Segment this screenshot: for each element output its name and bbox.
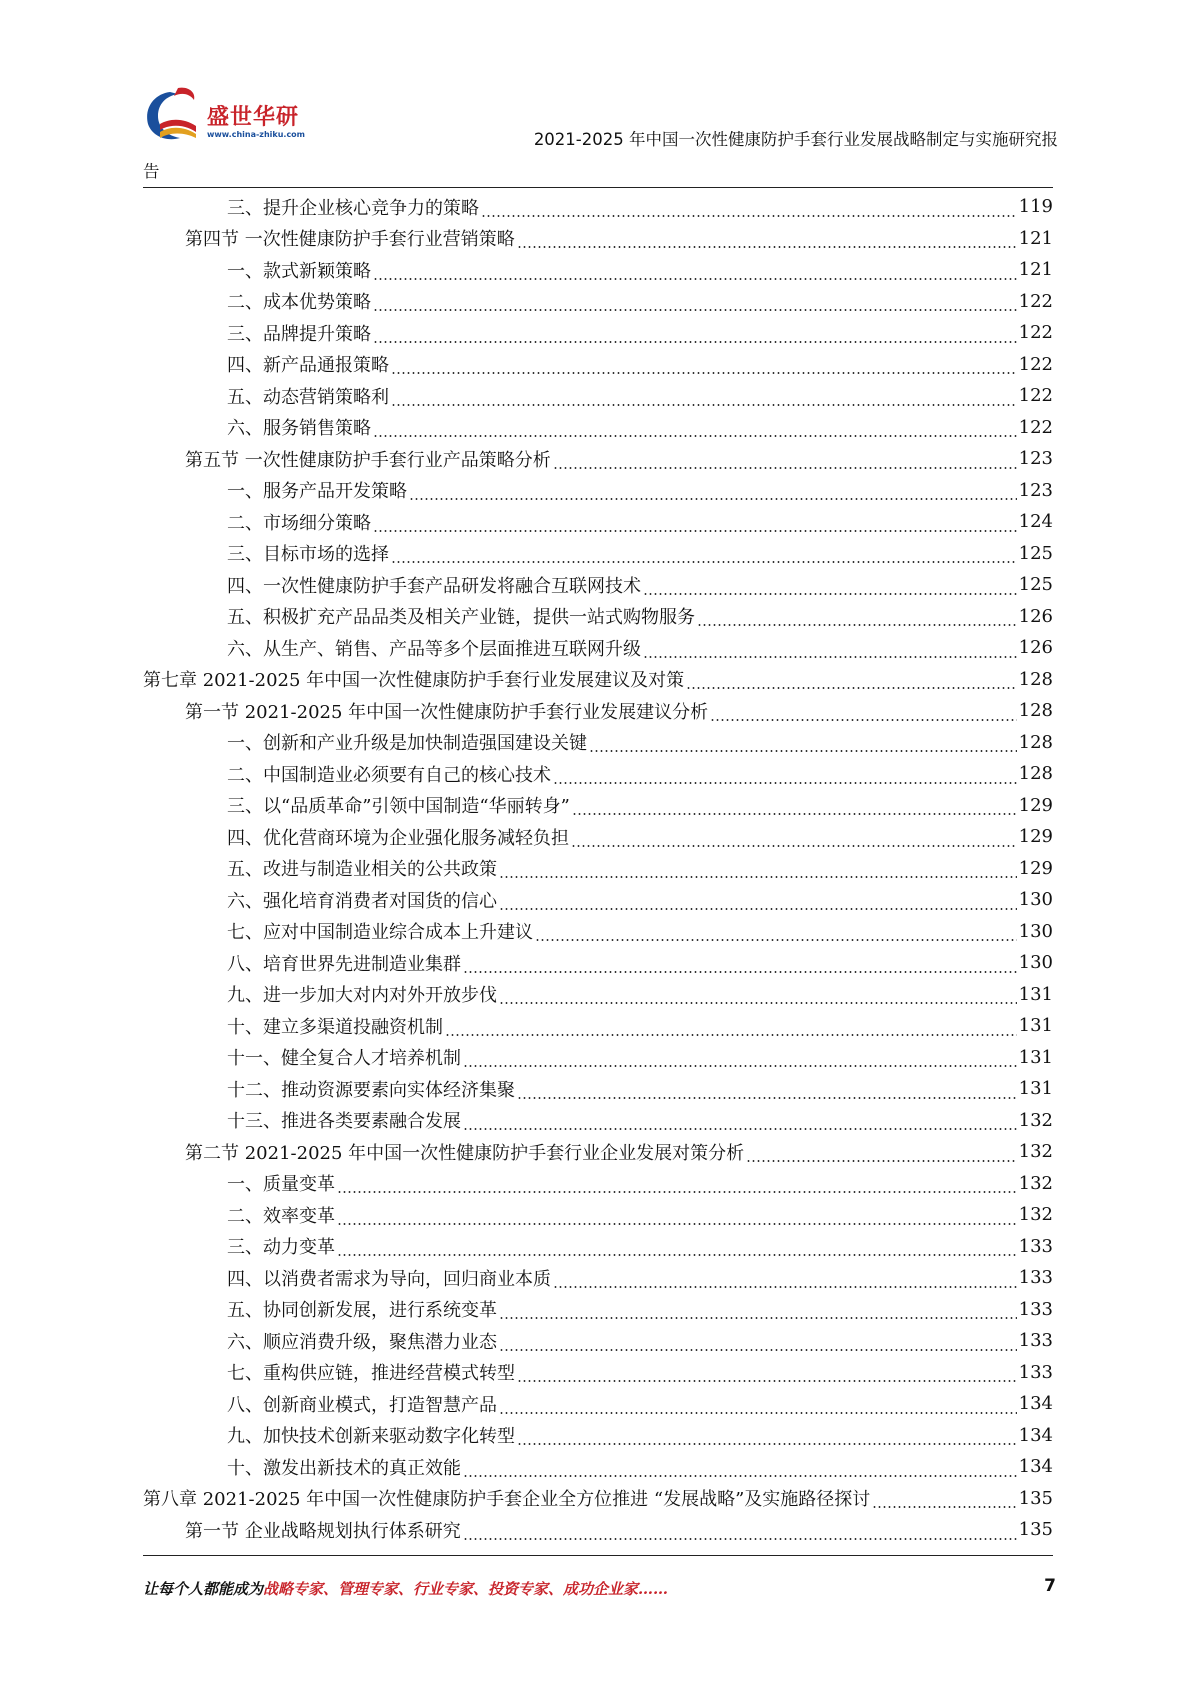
toc-entry-title: 三、品牌提升策略	[227, 323, 371, 345]
toc-entry-title: 三、目标市场的选择	[227, 544, 389, 566]
toc-entry-page: 130	[1018, 952, 1053, 974]
toc-entry[interactable]	[143, 412, 1053, 444]
toc-entry-title: 第一节 2021-2025 年中国一次性健康防护手套行业发展建议分析	[185, 701, 709, 723]
toc-entry-title: 三、动力变革	[227, 1237, 335, 1259]
toc-entry-page: 131	[1018, 1015, 1053, 1037]
footer-slogan-prefix: 让每个人都能成为	[143, 1580, 264, 1598]
toc-dot-leader	[710, 704, 1017, 722]
toc-entry[interactable]	[143, 1231, 1053, 1263]
toc-dot-leader	[499, 1397, 1017, 1415]
toc-dot-leader	[697, 609, 1017, 627]
toc-dot-leader	[686, 672, 1017, 690]
toc-entry[interactable]	[143, 1294, 1053, 1326]
toc-entry-page: 128	[1018, 700, 1053, 722]
toc-entry[interactable]	[143, 1136, 1053, 1168]
toc-entry-title: 四、一次性健康防护手套产品研发将融合互联网技术	[227, 575, 641, 597]
toc-dot-leader	[463, 1113, 1017, 1131]
toc-entry[interactable]	[143, 506, 1053, 538]
toc-entry[interactable]	[143, 790, 1053, 822]
toc-entry[interactable]	[143, 1168, 1053, 1200]
toc-dot-leader	[517, 1082, 1017, 1100]
toc-dot-leader	[499, 987, 1017, 1005]
toc-entry-title: 二、中国制造业必须要有自己的核心技术	[227, 764, 551, 786]
toc-entry-title: 四、以消费者需求为导向，回归商业本质	[227, 1268, 551, 1290]
document-title-continued: 告	[143, 162, 160, 181]
toc-entry-title: 三、提升企业核心竞争力的策略	[227, 197, 479, 219]
toc-entry-page: 131	[1018, 1046, 1053, 1068]
toc-entry[interactable]	[143, 664, 1053, 696]
toc-dot-leader	[337, 1176, 1017, 1194]
table-of-contents	[143, 191, 1053, 1546]
toc-dot-leader	[391, 389, 1017, 407]
toc-entry[interactable]	[143, 286, 1053, 318]
toc-entry-page: 123	[1018, 479, 1053, 501]
toc-dot-leader	[445, 1019, 1017, 1037]
toc-entry-title: 六、强化培育消费者对国货的信心	[227, 890, 497, 912]
toc-dot-leader	[517, 231, 1017, 249]
logo-text: 盛世华研	[207, 105, 300, 130]
toc-entry[interactable]	[143, 916, 1053, 948]
toc-entry-page: 130	[1018, 889, 1053, 911]
toc-entry-page: 134	[1018, 1456, 1053, 1478]
toc-entry-title: 第二节 2021-2025 年中国一次性健康防护手套行业企业发展对策分析	[185, 1142, 745, 1164]
toc-entry-page: 131	[1018, 1078, 1053, 1100]
toc-entry-page: 130	[1018, 920, 1053, 942]
toc-entry-page: 121	[1018, 259, 1053, 281]
toc-dot-leader	[517, 1428, 1017, 1446]
toc-entry-title: 二、市场细分策略	[227, 512, 371, 534]
toc-dot-leader	[481, 200, 1017, 218]
footer-slogan	[143, 1578, 668, 1599]
toc-entry-page: 126	[1018, 605, 1053, 627]
toc-entry[interactable]	[143, 569, 1053, 601]
toc-entry[interactable]	[143, 727, 1053, 759]
toc-dot-leader	[746, 1145, 1017, 1163]
toc-entry-title: 五、积极扩充产品品类及相关产业链，提供一站式购物服务	[227, 607, 695, 629]
toc-dot-leader	[517, 1365, 1017, 1383]
toc-entry-page: 128	[1018, 731, 1053, 753]
toc-entry[interactable]	[143, 1483, 1053, 1515]
toc-entry[interactable]	[143, 758, 1053, 790]
toc-dot-leader	[337, 1208, 1017, 1226]
toc-entry-page: 125	[1018, 542, 1053, 564]
toc-entry-page: 126	[1018, 637, 1053, 659]
toc-entry-page: 128	[1018, 763, 1053, 785]
toc-dot-leader	[373, 326, 1017, 344]
toc-entry-title: 一、质量变革	[227, 1174, 335, 1196]
toc-entry-page: 132	[1018, 1172, 1053, 1194]
toc-dot-leader	[643, 578, 1017, 596]
toc-dot-leader	[337, 1239, 1017, 1257]
toc-entry-page: 129	[1018, 794, 1053, 816]
toc-dot-leader	[373, 263, 1017, 281]
toc-entry-page: 135	[1018, 1519, 1053, 1541]
toc-dot-leader	[553, 767, 1017, 785]
toc-entry-page: 133	[1018, 1361, 1053, 1383]
toc-entry-title: 五、协同创新发展，进行系统变革	[227, 1300, 497, 1322]
logo-url: www.china-zhiku.com	[207, 130, 306, 139]
toc-entry[interactable]	[143, 1073, 1053, 1105]
toc-dot-leader	[499, 1302, 1017, 1320]
toc-entry-page: 133	[1018, 1330, 1053, 1352]
toc-entry-page: 131	[1018, 983, 1053, 1005]
toc-entry[interactable]	[143, 443, 1053, 475]
toc-entry-title: 四、优化营商环境为企业强化服务减轻负担	[227, 827, 569, 849]
footer-divider	[143, 1555, 1053, 1556]
toc-dot-leader	[571, 830, 1017, 848]
toc-entry-page: 122	[1018, 385, 1053, 407]
toc-entry-title: 十、建立多渠道投融资机制	[227, 1016, 443, 1038]
toc-entry-title: 第四节 一次性健康防护手套行业营销策略	[185, 229, 515, 251]
toc-entry-title: 八、创新商业模式，打造智慧产品	[227, 1394, 497, 1416]
toc-dot-leader	[553, 452, 1017, 470]
toc-entry-page: 132	[1018, 1204, 1053, 1226]
toc-entry-page: 133	[1018, 1235, 1053, 1257]
toc-entry[interactable]	[143, 191, 1053, 223]
toc-dot-leader	[463, 1523, 1017, 1541]
toc-entry[interactable]	[143, 821, 1053, 853]
toc-entry-title: 五、动态营销策略利	[227, 386, 389, 408]
toc-entry-page: 122	[1018, 322, 1053, 344]
toc-entry-title: 二、成本优势策略	[227, 292, 371, 314]
toc-entry-title: 三、以“品质革命”引领中国制造“华丽转身”	[227, 796, 570, 818]
toc-entry[interactable]	[143, 1357, 1053, 1389]
toc-entry-title: 九、加快技术创新来驱动数字化转型	[227, 1426, 515, 1448]
toc-entry[interactable]	[143, 1451, 1053, 1483]
toc-dot-leader	[373, 294, 1017, 312]
toc-entry-page: 134	[1018, 1424, 1053, 1446]
toc-dot-leader	[499, 1334, 1017, 1352]
toc-dot-leader	[409, 483, 1017, 501]
toc-dot-leader	[391, 546, 1017, 564]
toc-entry[interactable]	[143, 947, 1053, 979]
toc-entry-title: 六、顺应消费升级，聚焦潜力业态	[227, 1331, 497, 1353]
toc-entry-page: 133	[1018, 1267, 1053, 1289]
toc-entry[interactable]	[143, 1042, 1053, 1074]
toc-entry-page: 132	[1018, 1109, 1053, 1131]
toc-dot-leader	[499, 893, 1017, 911]
toc-entry-page: 125	[1018, 574, 1053, 596]
toc-dot-leader	[572, 798, 1017, 816]
page-number: 7	[1044, 1576, 1056, 1596]
toc-entry-title: 二、效率变革	[227, 1205, 335, 1227]
toc-entry-page: 128	[1018, 668, 1053, 690]
toc-entry-title: 七、应对中国制造业综合成本上升建议	[227, 922, 533, 944]
toc-dot-leader	[589, 735, 1017, 753]
page-header	[0, 0, 1191, 195]
toc-entry-title: 第五节 一次性健康防护手套行业产品策略分析	[185, 449, 551, 471]
toc-entry[interactable]	[143, 475, 1053, 507]
toc-entry-page: 122	[1018, 416, 1053, 438]
toc-entry-page: 129	[1018, 826, 1053, 848]
toc-entry[interactable]	[143, 349, 1053, 381]
toc-entry-title: 一、服务产品开发策略	[227, 481, 407, 503]
toc-entry[interactable]	[143, 254, 1053, 286]
toc-entry-title: 一、创新和产业升级是加快制造强国建设关键	[227, 733, 587, 755]
toc-entry-title: 四、新产品通报策略	[227, 355, 389, 377]
toc-dot-leader	[463, 1460, 1017, 1478]
header-divider	[143, 187, 1053, 188]
toc-entry[interactable]	[143, 223, 1053, 255]
toc-dot-leader	[463, 956, 1017, 974]
toc-entry-title: 十二、推动资源要素向实体经济集聚	[227, 1079, 515, 1101]
toc-dot-leader	[373, 420, 1017, 438]
toc-entry[interactable]	[143, 1388, 1053, 1420]
toc-entry[interactable]	[143, 695, 1053, 727]
toc-entry[interactable]	[143, 1262, 1053, 1294]
toc-dot-leader	[373, 515, 1017, 533]
toc-entry[interactable]	[143, 380, 1053, 412]
toc-entry[interactable]	[143, 1105, 1053, 1137]
toc-entry-title: 六、服务销售策略	[227, 418, 371, 440]
toc-entry[interactable]	[143, 317, 1053, 349]
toc-entry-title: 十三、推进各类要素融合发展	[227, 1111, 461, 1133]
toc-entry[interactable]	[143, 1325, 1053, 1357]
toc-entry[interactable]	[143, 1420, 1053, 1452]
toc-entry-page: 119	[1018, 196, 1053, 218]
toc-entry-page: 122	[1018, 290, 1053, 312]
toc-entry-page: 121	[1018, 227, 1053, 249]
toc-entry-title: 十一、健全复合人才培养机制	[227, 1048, 461, 1070]
toc-entry-page: 133	[1018, 1298, 1053, 1320]
toc-entry-title: 第七章 2021-2025 年中国一次性健康防护手套行业发展建议及对策	[143, 670, 685, 692]
toc-entry-title: 七、重构供应链，推进经营模式转型	[227, 1363, 515, 1385]
toc-entry-title: 六、从生产、销售、产品等多个层面推进互联网升级	[227, 638, 641, 660]
toc-entry[interactable]	[143, 853, 1053, 885]
toc-dot-leader	[463, 1050, 1017, 1068]
toc-entry[interactable]	[143, 1514, 1053, 1546]
toc-dot-leader	[391, 357, 1017, 375]
toc-entry-title: 一、款式新颖策略	[227, 260, 371, 282]
toc-entry-title: 九、进一步加大对内对外开放步伐	[227, 985, 497, 1007]
toc-entry[interactable]	[143, 601, 1053, 633]
toc-entry-title: 五、改进与制造业相关的公共政策	[227, 859, 497, 881]
toc-entry-page: 124	[1018, 511, 1053, 533]
toc-dot-leader	[643, 641, 1017, 659]
toc-dot-leader	[872, 1491, 1016, 1509]
toc-entry-page: 129	[1018, 857, 1053, 879]
toc-entry-title: 第一节 企业战略规划执行体系研究	[185, 1520, 461, 1542]
toc-entry[interactable]	[143, 1010, 1053, 1042]
toc-entry-page: 122	[1018, 353, 1053, 375]
toc-dot-leader	[499, 861, 1017, 879]
toc-dot-leader	[553, 1271, 1017, 1289]
toc-entry[interactable]	[143, 1199, 1053, 1231]
toc-entry-page: 132	[1018, 1141, 1053, 1163]
footer-slogan-highlight: 战略专家、管理专家、行业专家、投资专家、成功企业家……	[263, 1580, 669, 1598]
toc-entry-title: 十、激发出新技术的真正效能	[227, 1457, 461, 1479]
toc-entry-page: 134	[1018, 1393, 1053, 1415]
toc-entry[interactable]	[143, 884, 1053, 916]
toc-entry-title: 八、培育世界先进制造业集群	[227, 953, 461, 975]
toc-dot-leader	[535, 924, 1017, 942]
toc-entry-page: 123	[1018, 448, 1053, 470]
document-title: 2021-2025 年中国一次性健康防护手套行业发展战略制定与实施研究报	[533, 130, 1058, 149]
toc-entry[interactable]	[143, 632, 1053, 664]
toc-entry[interactable]	[143, 538, 1053, 570]
toc-entry[interactable]	[143, 979, 1053, 1011]
toc-entry-page: 135	[1018, 1487, 1053, 1509]
toc-entry-title: 第八章 2021-2025 年中国一次性健康防护手套企业全方位推进 “发展战略”及实施路径探讨	[143, 1489, 871, 1511]
